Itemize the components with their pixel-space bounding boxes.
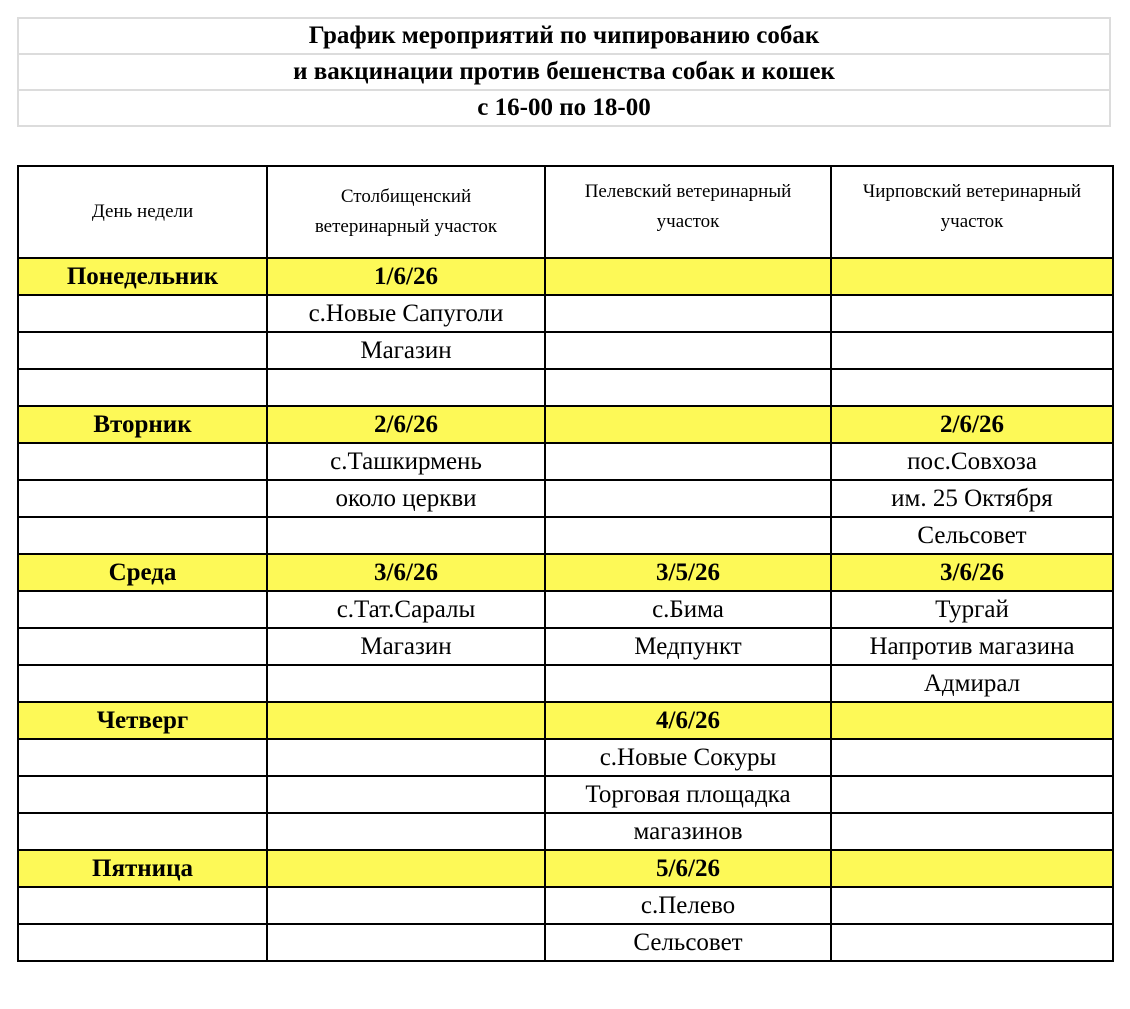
pelevo-cell: 4/6/26 (545, 702, 831, 739)
stolbishche-cell: 3/6/26 (267, 554, 545, 591)
day-row (18, 406, 1113, 443)
title-block (17, 17, 1111, 127)
stolbishche-cell: с.Ташкирмень (267, 443, 545, 480)
chirpovo-cell: 2/6/26 (831, 406, 1113, 443)
day-cell: Вторник (18, 406, 267, 443)
pelevo-cell: 3/5/26 (545, 554, 831, 591)
pelevo-cell: Сельсовет (545, 924, 831, 961)
stolbishche-cell (267, 665, 545, 702)
header-col2-line2: участок (656, 211, 720, 232)
day-row (18, 258, 1113, 295)
schedule-body (18, 258, 1113, 961)
pelevo-cell (545, 665, 831, 702)
pelevo-cell (545, 369, 831, 406)
table-row (18, 665, 1113, 702)
chirpovo-cell: Напротив магазина (831, 628, 1113, 665)
table-row (18, 813, 1113, 850)
stolbishche-cell: Магазин (267, 628, 545, 665)
chirpovo-cell (831, 739, 1113, 776)
table-row (18, 295, 1113, 332)
chirpovo-cell (831, 258, 1113, 295)
day-cell (18, 480, 267, 517)
stolbishche-cell (267, 813, 545, 850)
table-row (18, 591, 1113, 628)
stolbishche-cell: Магазин (267, 332, 545, 369)
chirpovo-cell (831, 813, 1113, 850)
header-col1-line1: Столбищенский (340, 186, 472, 207)
stolbishche-cell (267, 924, 545, 961)
schedule-table (17, 165, 1114, 962)
chirpovo-cell (831, 295, 1113, 332)
day-cell: Среда (18, 554, 267, 591)
table-row (18, 887, 1113, 924)
table-row (18, 332, 1113, 369)
title-row-3 (18, 90, 1110, 126)
pelevo-cell (545, 406, 831, 443)
chirpovo-cell: Сельсовет (831, 517, 1113, 554)
header-col3-line1: Чирповский ветеринарный (862, 181, 1082, 202)
pelevo-cell: Торговая площадка (545, 776, 831, 813)
day-cell: Четверг (18, 702, 267, 739)
header-col2-line1: Пелевский ветеринарный (584, 181, 792, 202)
day-cell (18, 369, 267, 406)
pelevo-cell: магазинов (545, 813, 831, 850)
chirpovo-cell: Тургай (831, 591, 1113, 628)
pelevo-cell (545, 480, 831, 517)
chirpovo-cell: 3/6/26 (831, 554, 1113, 591)
title-line-2: и вакцинации против бешенства собак и кошек (18, 54, 1110, 90)
day-cell (18, 665, 267, 702)
day-row (18, 702, 1113, 739)
day-cell (18, 776, 267, 813)
pelevo-cell (545, 332, 831, 369)
stolbishche-cell: с.Новые Сапуголи (267, 295, 545, 332)
header-pelevo-district (545, 166, 831, 258)
pelevo-cell (545, 517, 831, 554)
stolbishche-cell: около церкви (267, 480, 545, 517)
day-cell: Пятница (18, 850, 267, 887)
title-row-2 (18, 54, 1110, 90)
header-stolbishche-district (267, 166, 545, 258)
chirpovo-cell (831, 924, 1113, 961)
pelevo-cell (545, 258, 831, 295)
day-cell (18, 813, 267, 850)
header-col3-line2: участок (940, 211, 1004, 232)
stolbishche-cell: с.Тат.Саралы (267, 591, 545, 628)
table-row (18, 369, 1113, 406)
title-row-1 (18, 18, 1110, 54)
header-day-of-week (18, 166, 267, 258)
header-row (18, 166, 1113, 258)
stolbishche-cell (267, 369, 545, 406)
stolbishche-cell (267, 850, 545, 887)
pelevo-cell: 5/6/26 (545, 850, 831, 887)
header-chirpovo-district (831, 166, 1113, 258)
table-row (18, 480, 1113, 517)
table-row (18, 628, 1113, 665)
header-col1-line2: ветеринарный участок (314, 216, 498, 237)
chirpovo-cell (831, 369, 1113, 406)
pelevo-cell (545, 295, 831, 332)
pelevo-cell (545, 443, 831, 480)
stolbishche-cell (267, 739, 545, 776)
table-row (18, 517, 1113, 554)
day-cell: Понедельник (18, 258, 267, 295)
stolbishche-cell (267, 776, 545, 813)
table-row (18, 776, 1113, 813)
chirpovo-cell: Адмирал (831, 665, 1113, 702)
stolbishche-cell (267, 517, 545, 554)
stolbishche-cell (267, 887, 545, 924)
day-cell (18, 332, 267, 369)
chirpovo-cell (831, 702, 1113, 739)
pelevo-cell: с.Бима (545, 591, 831, 628)
pelevo-cell: с.Новые Сокуры (545, 739, 831, 776)
header-day-label: День недели (91, 201, 194, 222)
pelevo-cell: Медпункт (545, 628, 831, 665)
title-line-1: График мероприятий по чипированию собак (18, 18, 1110, 54)
day-cell (18, 628, 267, 665)
day-row (18, 554, 1113, 591)
stolbishche-cell (267, 702, 545, 739)
day-cell (18, 739, 267, 776)
day-cell (18, 924, 267, 961)
title-line-3: с 16-00 по 18-00 (18, 90, 1110, 126)
day-cell (18, 517, 267, 554)
chirpovo-cell: пос.Совхоза (831, 443, 1113, 480)
chirpovo-cell: им. 25 Октября (831, 480, 1113, 517)
chirpovo-cell (831, 776, 1113, 813)
stolbishche-cell: 1/6/26 (267, 258, 545, 295)
chirpovo-cell (831, 332, 1113, 369)
table-row (18, 443, 1113, 480)
day-row (18, 850, 1113, 887)
day-cell (18, 443, 267, 480)
table-row (18, 739, 1113, 776)
stolbishche-cell: 2/6/26 (267, 406, 545, 443)
day-cell (18, 591, 267, 628)
chirpovo-cell (831, 850, 1113, 887)
day-cell (18, 887, 267, 924)
pelevo-cell: с.Пелево (545, 887, 831, 924)
day-cell (18, 295, 267, 332)
table-row (18, 924, 1113, 961)
chirpovo-cell (831, 887, 1113, 924)
